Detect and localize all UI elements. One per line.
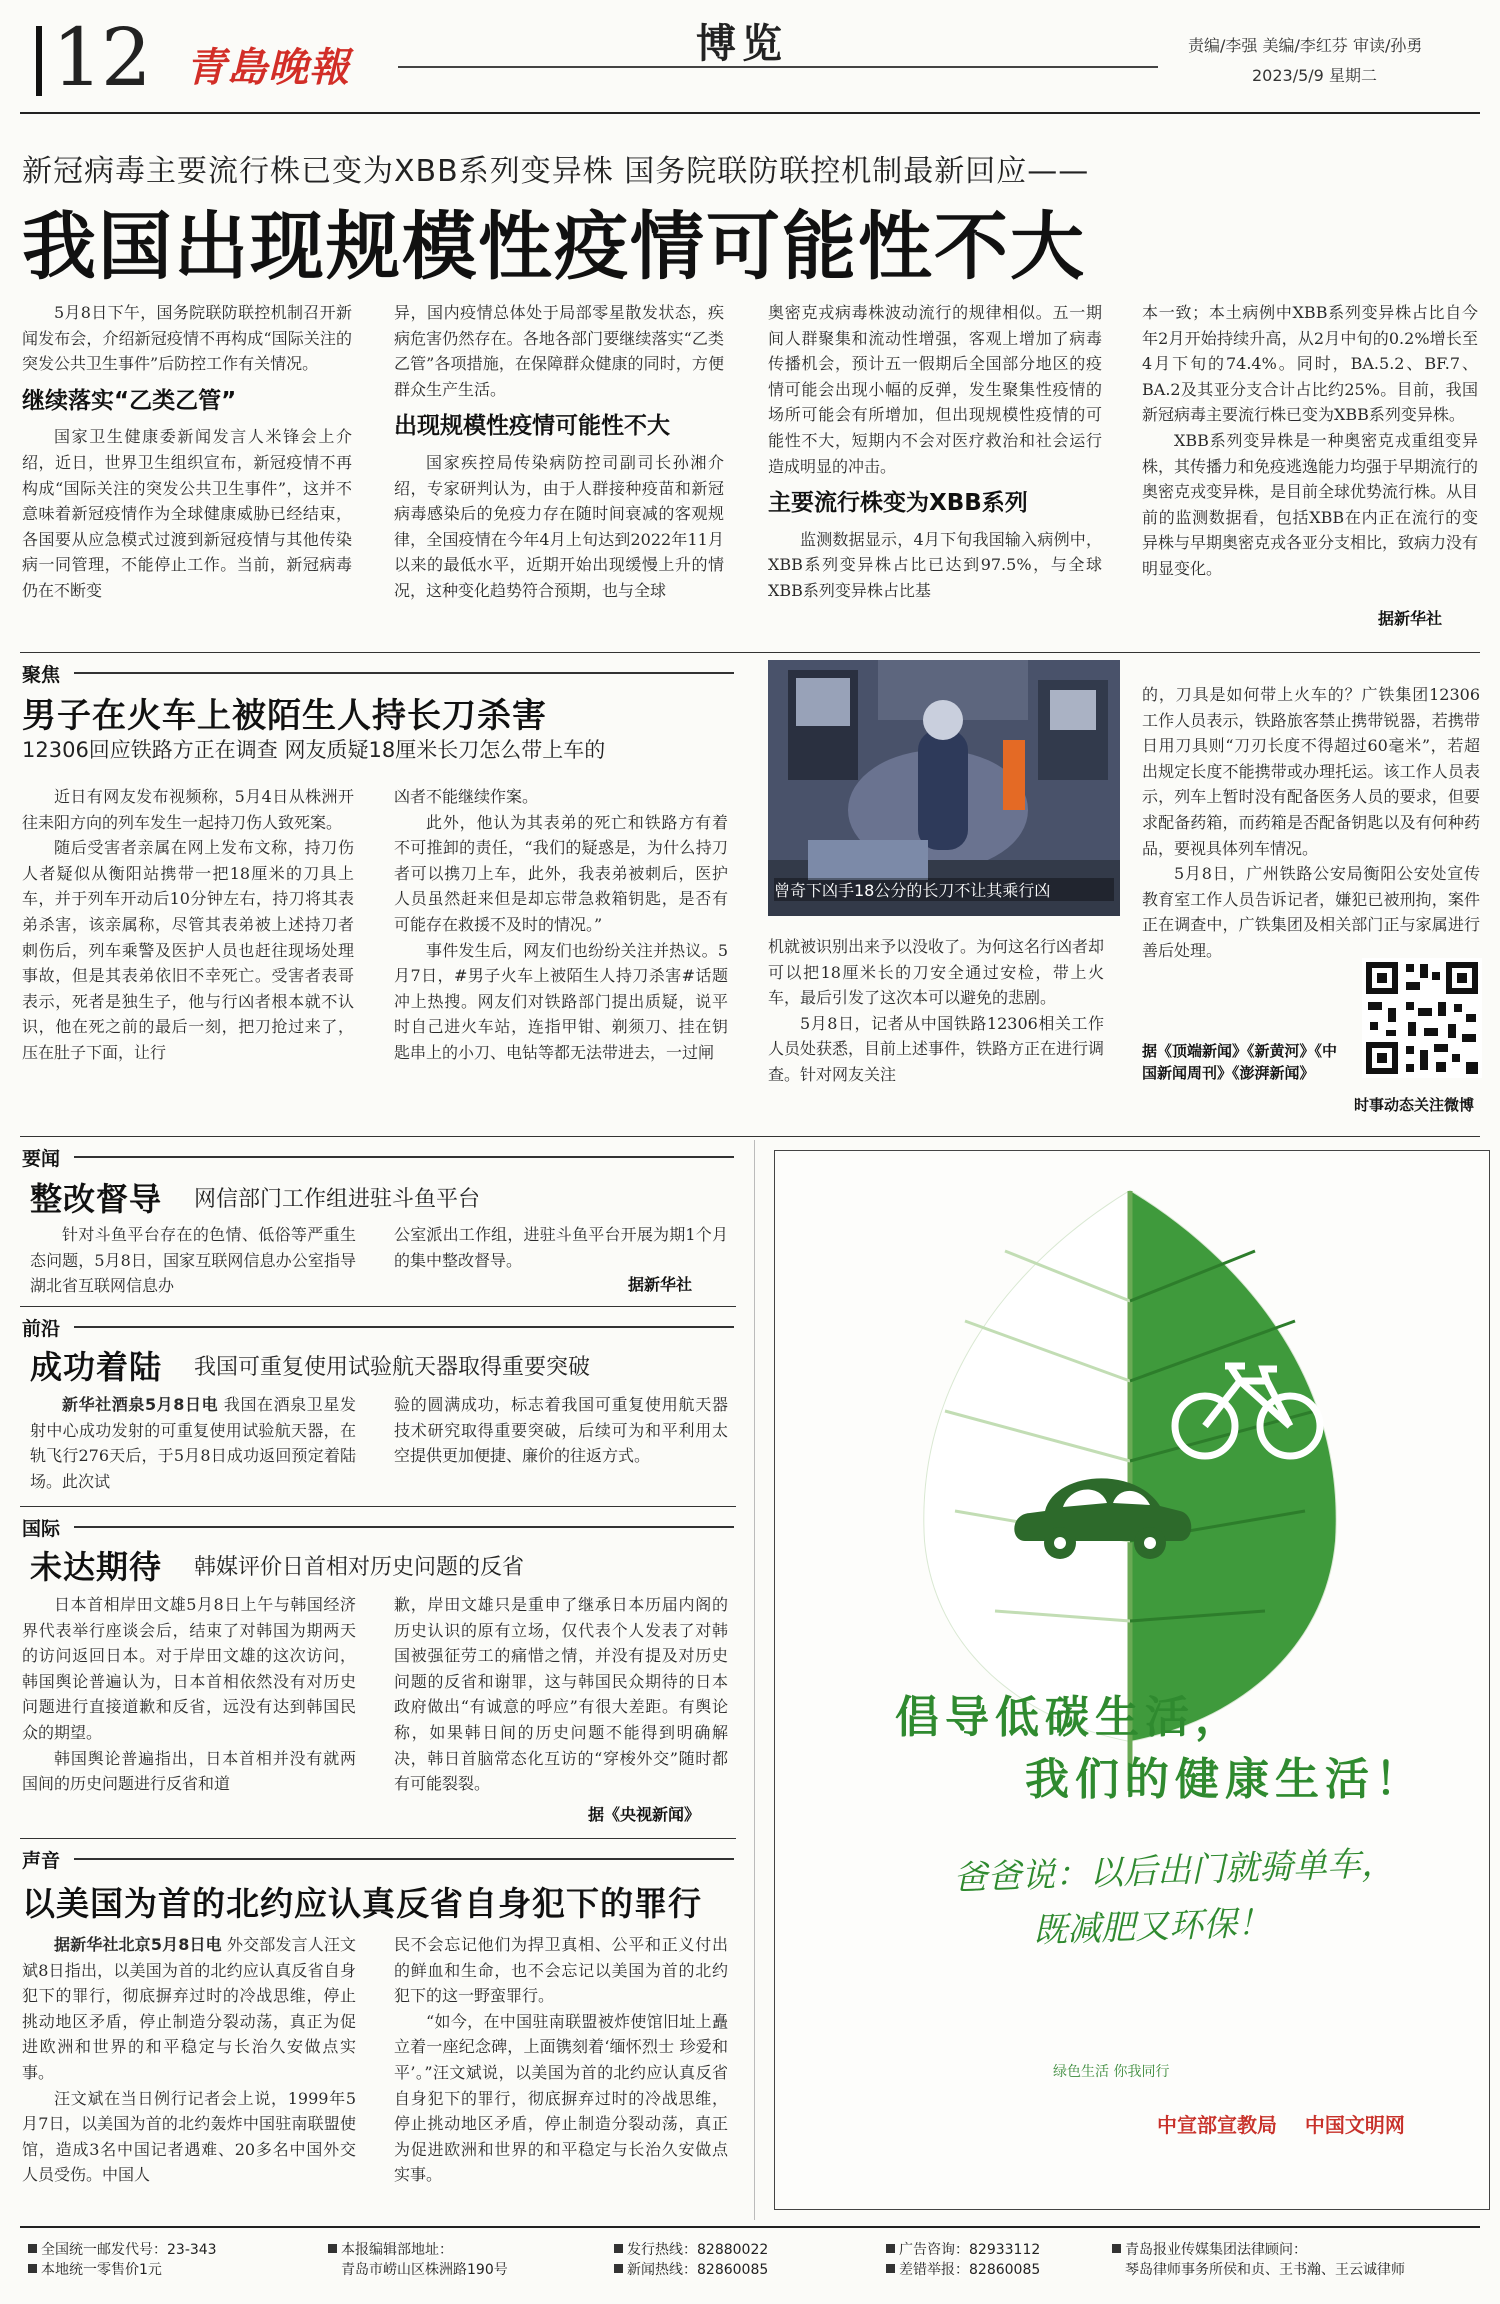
lead-intro: 5月8日下午，国务院联防联控机制召开新闻发布会，介绍新冠疫情不再构成“国际关注的突发公共卫生事件”后防控工作有关情况。 — [22, 303, 352, 374]
rectify-col-2 — [394, 1222, 728, 1276]
nato-col-2 — [394, 1932, 728, 2222]
lead-p7: XBB系列变异株是一种奥密克戎重组变异株，其传播力和免疫逃逸能力均强于早期流行的奥密克戎变异株，是目前全球优势流行株。从目前的监测数据看，包括XBB在内正在流行的变异株与早期奥密克戎各亚分支相比，致病力没有明显变化。 — [1142, 430, 1478, 578]
lead-col-4 — [1142, 300, 1478, 612]
rectify-tag-rule — [74, 1156, 734, 1158]
knife-headline: 男子在火车上被陌生人持长刀杀害 — [22, 696, 547, 736]
rectify-deck: 网信部门工作组进驻斗鱼平台 — [194, 1187, 481, 1212]
space-dateline: 新华社酒泉5月8日电 — [62, 1395, 219, 1414]
nato-dateline: 据新华社北京5月8日电 — [54, 1935, 222, 1954]
knife-col-2 — [394, 784, 728, 1119]
nato-p1: 外交部发言人汪文斌8日指出，以美国为首的北约应认真反省自身犯下的罪行，彻底摒弃过时的冷战思维，停止挑动地区矛盾，停止制造分裂动荡，真正为促进欧洲和世界的和平稳定与长治久安做点实事。 — [22, 1935, 356, 2082]
footer-col-1 — [28, 2240, 217, 2280]
nato-col-1 — [22, 1932, 356, 2222]
rectify-source: 据新华社 — [628, 1275, 693, 1294]
footer-ad-hotline: 广告咨询：82933112 — [899, 2242, 1041, 2258]
japan-tag-rule — [74, 1526, 734, 1528]
japan-col-2 — [394, 1592, 728, 1802]
qr-code-image — [1362, 958, 1482, 1078]
nato-headline: 以美国为首的北约应认真反省自身犯下的罪行 — [22, 1884, 702, 1923]
psa-ad — [774, 1150, 1490, 2210]
nato-p2: 汪文斌在当日例行记者会上说，1999年5月7日，以美国为首的北约轰炸中国驻南联盟使馆，造成3名中国记者遇难、20多名中国外交人员受伤。中国人 — [22, 2088, 356, 2185]
knife-source: 据《顶端新闻》《新黄河》《中国新闻周刊》《澎湃新闻》 — [1142, 1042, 1338, 1082]
space-p2: 验的圆满成功，标志着我国可重复使用航天器技术研究取得重要突破，后续可为和平利用太空提供更加便捷、廉价的往返方式。 — [394, 1395, 728, 1466]
knife-p6: 机就被识别出来予以没收了。为何这名行凶者却可以把18厘米长的刀安全通过安检，带上火车，最后引发了这次本可以避免的悲剧。 — [768, 937, 1104, 1008]
ad-handwriting-1: 爸爸说：以后出门就骑单车， — [952, 1843, 1396, 1899]
japan-p3: 歉，岸田文雄只是重申了继承日本历届内阁的历史认识的原有立场，仅代表个人发表了对韩国被强征劳工的痛惜之情，并没有提及对历史问题的反省和谢罪，这与韩国民众期待的日本政府做出“有诚意的呼应”有很大差距。有舆论称，如果韩日间的历史问题不能得到明确解决，韩日首脑常态化互访的“穿梭外交”随时都有可能裂裂。 — [394, 1595, 728, 1794]
page-bar — [36, 26, 42, 96]
knife-tag: 聚焦 — [22, 664, 61, 686]
divider-lower-left — [754, 1140, 755, 2220]
footer-legal-label: 青岛报业传媒集团法律顾问： — [1125, 2242, 1307, 2258]
rectify-col-1 — [30, 1222, 356, 1300]
weibo-qr-code[interactable] — [1362, 958, 1482, 1078]
knife-p2: 随后受害者亲属在网上发布文称，持刀伤人者疑似从衡阳站携带一把18厘米的刀具上车，并于列车开动后10分钟左右，持刀将其表弟杀害，该亲属称，尽管其表弟被上述持刀者刺伤后，列车乘警及医护人员也赶往现场处理事故，但是其表弟依旧不幸死亡。受害者表哥表示，死者是独生子，他与行凶者根本就不认识，他在死之前的最后一刻，把刀抢过来了，压在肚子下面，让行 — [22, 838, 354, 1062]
nato-tag: 声音 — [22, 1850, 61, 1872]
footer-col-3 — [614, 2240, 768, 2280]
footer-price: 本地统一零售价1元 — [41, 2262, 162, 2278]
footer-address: 青岛市崂山区株洲路190号 — [341, 2262, 508, 2278]
knife-p4: 此外，他认为其表弟的死亡和铁路方有着不可推卸的责任，“我们的疑惑是，为什么持刀者可以携刀上车，此外，我表弟被刺后，医护人员虽然赶来但是却忘带急救箱钥匙，是否有可能存在救援不及时的情况。” — [394, 812, 728, 934]
rectify-bottom-rule — [20, 1306, 736, 1307]
masthead — [0, 0, 1500, 108]
nato-tag-rule — [74, 1858, 734, 1860]
space-col-2 — [394, 1392, 728, 1496]
masthead-rule — [398, 66, 1158, 68]
footer-rule — [20, 2226, 1480, 2228]
footer-col-2 — [328, 2240, 508, 2280]
lead-p5: 监测数据显示，4月下旬我国输入病例中，XBB系列变异株占比已达到97.5%，与全球XBB系列变异株占比基 — [768, 529, 1102, 600]
japan-deck: 韩媒评价日首相对历史问题的反省 — [194, 1555, 525, 1580]
ad-handwriting-2: 既减肥又环保！ — [1032, 1902, 1272, 1952]
knife-photo — [768, 660, 1120, 916]
japan-tag: 国际 — [22, 1518, 61, 1540]
space-p1: 我国在酒泉卫星发射中心成功发射的可重复使用试验航天器，在轨飞行276天后，于5月8日成功返回预定着陆场。此次试 — [30, 1395, 356, 1491]
lead-col-3 — [768, 300, 1102, 635]
footer-col-5 — [1112, 2240, 1405, 2280]
space-tag: 前沿 — [22, 1318, 61, 1340]
lead-p1: 国家卫生健康委新闻发言人米锋会上介绍，近日，世界卫生组织宣布，新冠疫情不再构成“国际关注的突发公共卫生事件”，这并不意味着新冠疫情作为全球健康威胁已经结束，各国要从应急模式过渡到新冠疫情与其他传染病一同管理，不能停止工作。当前，新冠病毒仍在不断变 — [22, 427, 352, 600]
japan-p2: 韩国舆论普遍指出，日本首相并没有就两国间的历史问题进行反省和道 — [22, 1748, 356, 1794]
japan-source: 据《央视新闻》 — [588, 1805, 701, 1824]
lead-source: 据新华社 — [1378, 609, 1443, 628]
paper-logo: 青島晚報 — [186, 44, 350, 91]
knife-p9: 5月8日，广州铁路公安局衡阳公安处宣传教育室工作人员告诉记者，嫌犯已被刑拘，案件正在调查中，广铁集团及相关部门正与家属进行善后处理。 — [1142, 864, 1480, 960]
knife-col-1 — [22, 784, 354, 1119]
lead-kicker: 新冠病毒主要流行株已变为XBB系列变异株 国务院联防联控机制最新回应—— — [22, 154, 1090, 189]
rectify-tag: 要闻 — [22, 1148, 61, 1170]
japan-p1: 日本首相岸田文雄5月8日上午与韩国经济界代表举行座谈会后，结束了对韩国为期两天的访问返回日本。对于岸田文雄的这次访问，韩国舆论普遍认为，日本首相依然没有对历史问题进行直接道歉和反省，远没有达到韩国民众的期望。 — [22, 1595, 356, 1742]
footer-postal-code: 全国统一邮发代号：23-343 — [41, 2242, 217, 2258]
space-headline: 成功着陆 — [30, 1348, 163, 1386]
ad-slogan-1: 倡导低碳生活， — [895, 1692, 1245, 1743]
section-title: 博览 — [696, 21, 788, 67]
editors: 责编/李强 美编/李红芬 审读/孙勇 — [1188, 36, 1423, 55]
top-rule — [20, 112, 1480, 114]
rectify-headline: 整改督导 — [30, 1180, 163, 1218]
lead-col-1 — [22, 300, 352, 635]
ad-sponsors: 中宣部宣教局 中国文明网 — [1157, 2113, 1405, 2137]
knife-deck: 12306回应铁路方正在调查 网友质疑18厘米长刀怎么带上车的 — [22, 738, 606, 762]
knife-col-3 — [768, 934, 1104, 1119]
issue-date: 2023/5/9 星期二 — [1252, 66, 1377, 85]
space-bottom-rule — [20, 1506, 736, 1507]
knife-p5: 事件发生后，网友们也纷纷关注并热议。5月7日，#男子火车上被陌生人持刀杀害#话题冲上热搜。网友们对铁路部门提出质疑，说平时自己进火车站，连指甲钳、剃须刀、挂在钥匙串上的小刀、电钻等都无法带进去，一过闸 — [394, 940, 728, 1062]
space-col-1 — [30, 1392, 356, 1496]
knife-p7: 5月8日，记者从中国铁路12306相关工作人员处获悉，目前上述事件，铁路方正在进行调查。针对网友关注 — [768, 1013, 1104, 1084]
photo-caption: 曾奇下凶手18公分的长刀不让其乘行凶 — [774, 878, 1114, 901]
nato-p4: “如今，在中国驻南联盟被炸使馆旧址上矗立着一座纪念碑，上面镌刻着‘缅怀烈士 珍爱和平’。”汪文斌说，以美国为首的北约应认真反省自身犯下的罪行，彻底摒弃过时的冷战思维，停止挑动地区矛盾，停止制造分裂动荡，真正为促进欧洲和世界的和平稳定与长治久安做点实事。 — [394, 2011, 728, 2185]
lead-col-2 — [394, 300, 724, 635]
ad-small-line: 绿色生活 你我同行 — [1053, 2064, 1170, 2080]
ad-slogan-2: 我们的健康生活！ — [1025, 1754, 1425, 1805]
space-tag-rule — [74, 1326, 734, 1328]
lead-headline: 我国出现规模性疫情可能性不大 — [22, 204, 1086, 290]
footer-legal-counsel: 琴岛律师事务所侯和贞、王书瀚、王云诚律师 — [1125, 2262, 1405, 2278]
page-number: 12 — [52, 11, 150, 104]
knife-p8: 的，刀具是如何带上火车的？广铁集团12306工作人员表示，铁路旅客禁止携带锐器，若携带日用刀具则“刀刃长度不得超过60毫米”，若超出规定长度不能携带或办理托运。该工作人员表示，列车上暂时没有配备医务人员的要求，但要求配备药箱，而药箱是否配备钥匙以及有何种药品，要视具体列车情况。 — [1142, 685, 1480, 858]
lead-bottom-rule — [20, 652, 1480, 653]
japan-col-1 — [22, 1592, 356, 1828]
footer-distribution-hotline: 发行热线：82880022 — [627, 2242, 769, 2258]
rectify-p1: 针对斗鱼平台存在的色情、低俗等严重生态问题，5月8日，国家互联网信息办公室指导湖北省互联网信息办 — [30, 1225, 356, 1296]
rectify-p2: 公室派出工作组，进驻斗鱼平台开展为期1个月的集中整改督导。 — [394, 1225, 728, 1270]
nato-p3: 民不会忘记他们为捍卫真相、公平和正义付出的鲜血和生命，也不会忘记以美国为首的北约犯下的这一野蛮罪行。 — [394, 1935, 728, 2006]
space-deck: 我国可重复使用试验航天器取得重要突破 — [194, 1355, 591, 1380]
knife-p1: 近日有网友发布视频称，5月4日从株洲开往耒阳方向的列车发生一起持刀伤人致死案。 — [22, 787, 354, 832]
knife-tag-rule — [74, 672, 734, 674]
lead-p4: 奥密克戎病毒株波动流行的规律相似。五一期间人群聚集和流动性增强，客观上增加了病毒传播机会，预计五一假期后全国部分地区的疫情可能会出现小幅的反弹，发生聚集性疫情的场所可能会有所增加，但出现规模性疫情的可能性不大，短期内不会对医疗救治和社会运行造成明显的冲击。 — [768, 303, 1102, 476]
lead-sub-1: 继续落实“乙类乙管” — [22, 387, 237, 414]
footer-news-hotline: 新闻热线：82860085 — [627, 2262, 769, 2278]
lead-p3: 国家疾控局传染病防控司副司长孙湘介绍，专家研判认为，由于人群接种疫苗和新冠病毒感染后的免疫力存在随时间衰减的客观规律，全国疫情在今年4月上旬达到2022年11月以来的最低水平，近期开始出现缓慢上升的情况，这种变化趋势符合预期，也与全球 — [394, 452, 724, 600]
lead-sub-2: 出现规模性疫情可能性不大 — [394, 413, 670, 440]
lead-p6: 本一致；本土病例中XBB系列变异株占比自今年2月开始持续升高，从2月中旬的0.2%增长至4月下旬的74.4%。同时，BA.5.2、BF.7、BA.2及其亚分支合计占比约25%。目前，我国新冠病毒主要流行株已变为XBB系列变异株。 — [1142, 303, 1478, 425]
footer-error-report: 差错举报：82860085 — [899, 2262, 1041, 2278]
footer-col-4 — [886, 2240, 1040, 2280]
knife-p3: 凶者不能继续作案。 — [394, 787, 539, 806]
qr-caption: 时事动态关注微博 — [1354, 1096, 1475, 1114]
footer-address-label: 本报编辑部地址： — [341, 2242, 453, 2258]
knife-bottom-rule — [20, 1136, 1480, 1137]
lead-sub-3: 主要流行株变为XBB系列 — [768, 490, 1028, 517]
japan-headline: 未达期待 — [30, 1548, 163, 1586]
japan-bottom-rule — [20, 1838, 736, 1839]
lead-p2: 异，国内疫情总体处于局部零星散发状态，疾病危害仍然存在。各地各部门要继续落实“乙类乙管”各项措施，在保障群众健康的同时，方便群众生产生活。 — [394, 303, 724, 399]
